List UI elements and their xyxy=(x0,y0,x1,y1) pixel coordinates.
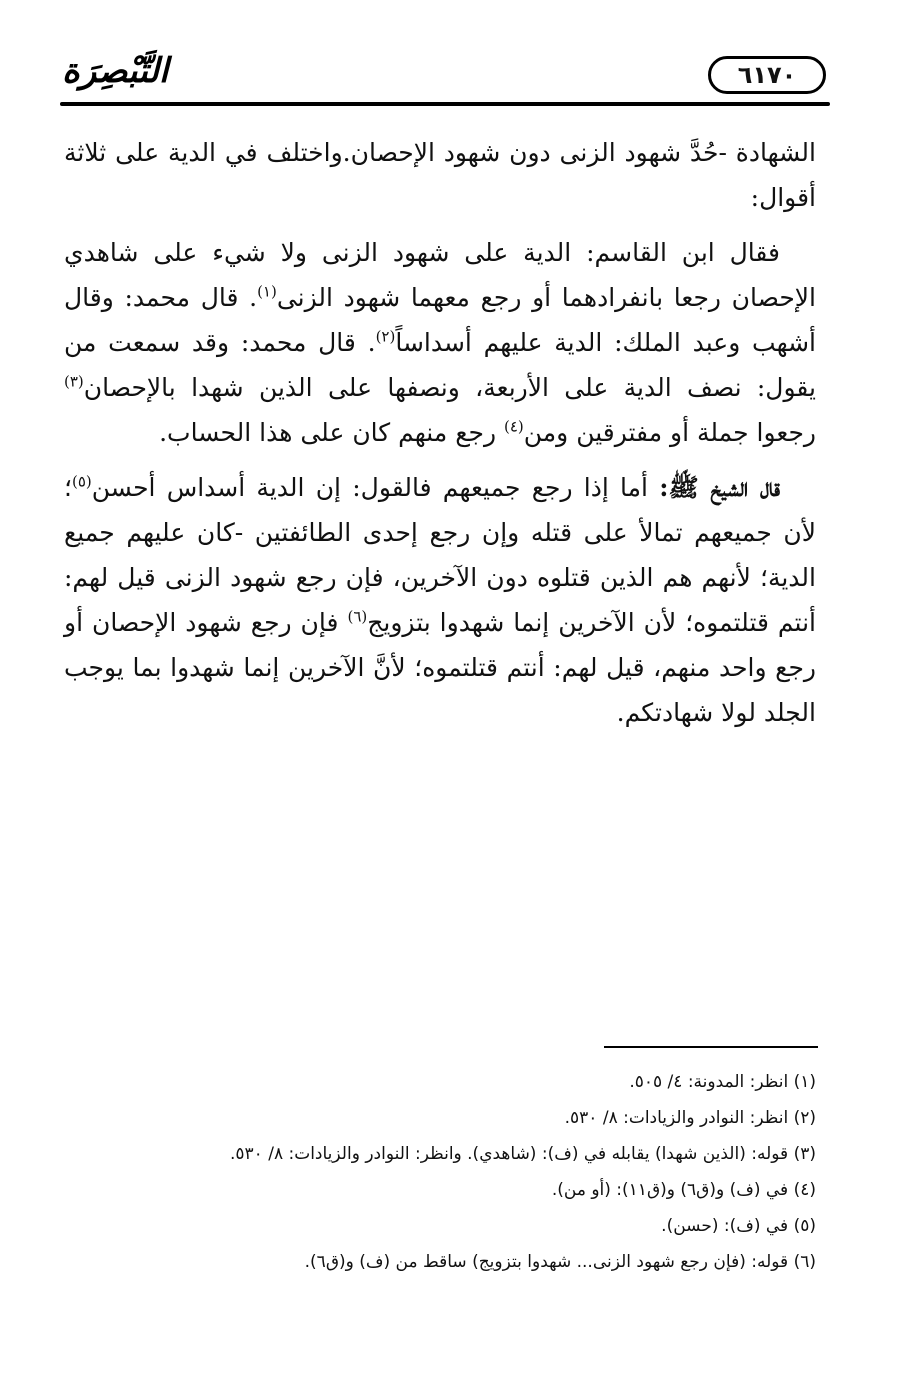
header-divider xyxy=(60,102,830,106)
paragraph-2-part-2: . قال محمد: وقال أشهب وعبد الملك: الدية عليهم أسداساً xyxy=(64,283,816,357)
footnote-ref-1[interactable]: (١) xyxy=(257,282,277,301)
paragraph-2-part-1: فقال ابن القاسم: الدية على شهود الزنى ولا شيء على شاهدي الإحصان رجعا بانفرادهما أو رجع معهما شهود الزنى xyxy=(64,238,816,312)
paragraph-3 xyxy=(64,465,816,735)
paragraph-1: الشهادة -حُدَّ شهود الزنى دون شهود الإحصان.واختلف في الدية على ثلاثة أقوال: xyxy=(64,138,816,212)
footnote-3: (٣) قوله: (الذين شهدا) يقابله في (ف): (شاهدي). وانظر: النوادر والزيادات: ٨/ ٥٣٠. xyxy=(229,1144,816,1164)
paragraph-3-part-1: أما إذا رجع جميعهم فالقول: إن الدية أسداس أحسن xyxy=(91,473,660,502)
main-text xyxy=(64,130,816,745)
footnote-divider xyxy=(604,1046,818,1048)
paragraph-3-part-3: فإن رجع شهود الإحصان أو رجع واحد منهم، قيل لهم: أنتم قتلتموه؛ لأنَّ الآخرين إنما شهدوا بما يوجب الجلد لولا شهادتكم. xyxy=(64,608,816,727)
footnote-6: (٦) قوله: (فإن رجع شهود الزنى... شهدوا بتزويج) ساقط من (ف) و(ق٦). xyxy=(304,1252,816,1272)
page-number: ٦١٧٠ xyxy=(708,56,826,94)
footnotes xyxy=(120,1064,816,1280)
footnote-5: (٥) في (ف): (حسن). xyxy=(661,1216,816,1236)
footnote-ref-4[interactable]: (٤) xyxy=(503,417,524,436)
footnote-2: (٢) انظر: النوادر والزيادات: ٨/ ٥٣٠. xyxy=(564,1108,816,1128)
footnote-4: (٤) في (ف) و(ق٦) و(ق١١): (أو من). xyxy=(551,1180,816,1200)
paragraph-3-part-2: ؛ لأن جميعهم تمالأ على قتله وإن رجع إحدى الطائفتين -كان عليهم جميع الدية؛ لأنهم هم الذين قتلوه دون الآخرين، فإن رجع شهود الزنى قيل لهم: أنتم قتلتموه؛ لأن الآخرين إنما شهدوا بتزويج xyxy=(64,473,816,637)
footnote-ref-5[interactable]: (٥) xyxy=(71,472,92,491)
footnote-ref-6[interactable]: (٦) xyxy=(347,607,368,626)
paragraph-2-part-3: . قال محمد: وقد سمعت من يقول: نصف الدية على الأربعة، ونصفها على الذين شهدا بالإحصان xyxy=(64,328,816,402)
paragraph-3-lead: قال الشيخ ﷺ: xyxy=(659,473,780,502)
page-header xyxy=(60,46,830,112)
paragraph-2-part-4: رجعوا جملة أو مفترقين ومن xyxy=(523,418,816,447)
footnote-ref-3[interactable]: (٣) xyxy=(64,372,84,391)
book-title: التَّبْصِرَة xyxy=(62,51,169,91)
paragraph-2 xyxy=(64,230,816,455)
footnote-1: (١) انظر: المدونة: ٤/ ٥٠٥. xyxy=(629,1072,816,1092)
paragraph-2-part-5: رجع منهم كان على هذا الحساب. xyxy=(159,418,504,447)
footnote-ref-2[interactable]: (٢) xyxy=(375,327,396,346)
